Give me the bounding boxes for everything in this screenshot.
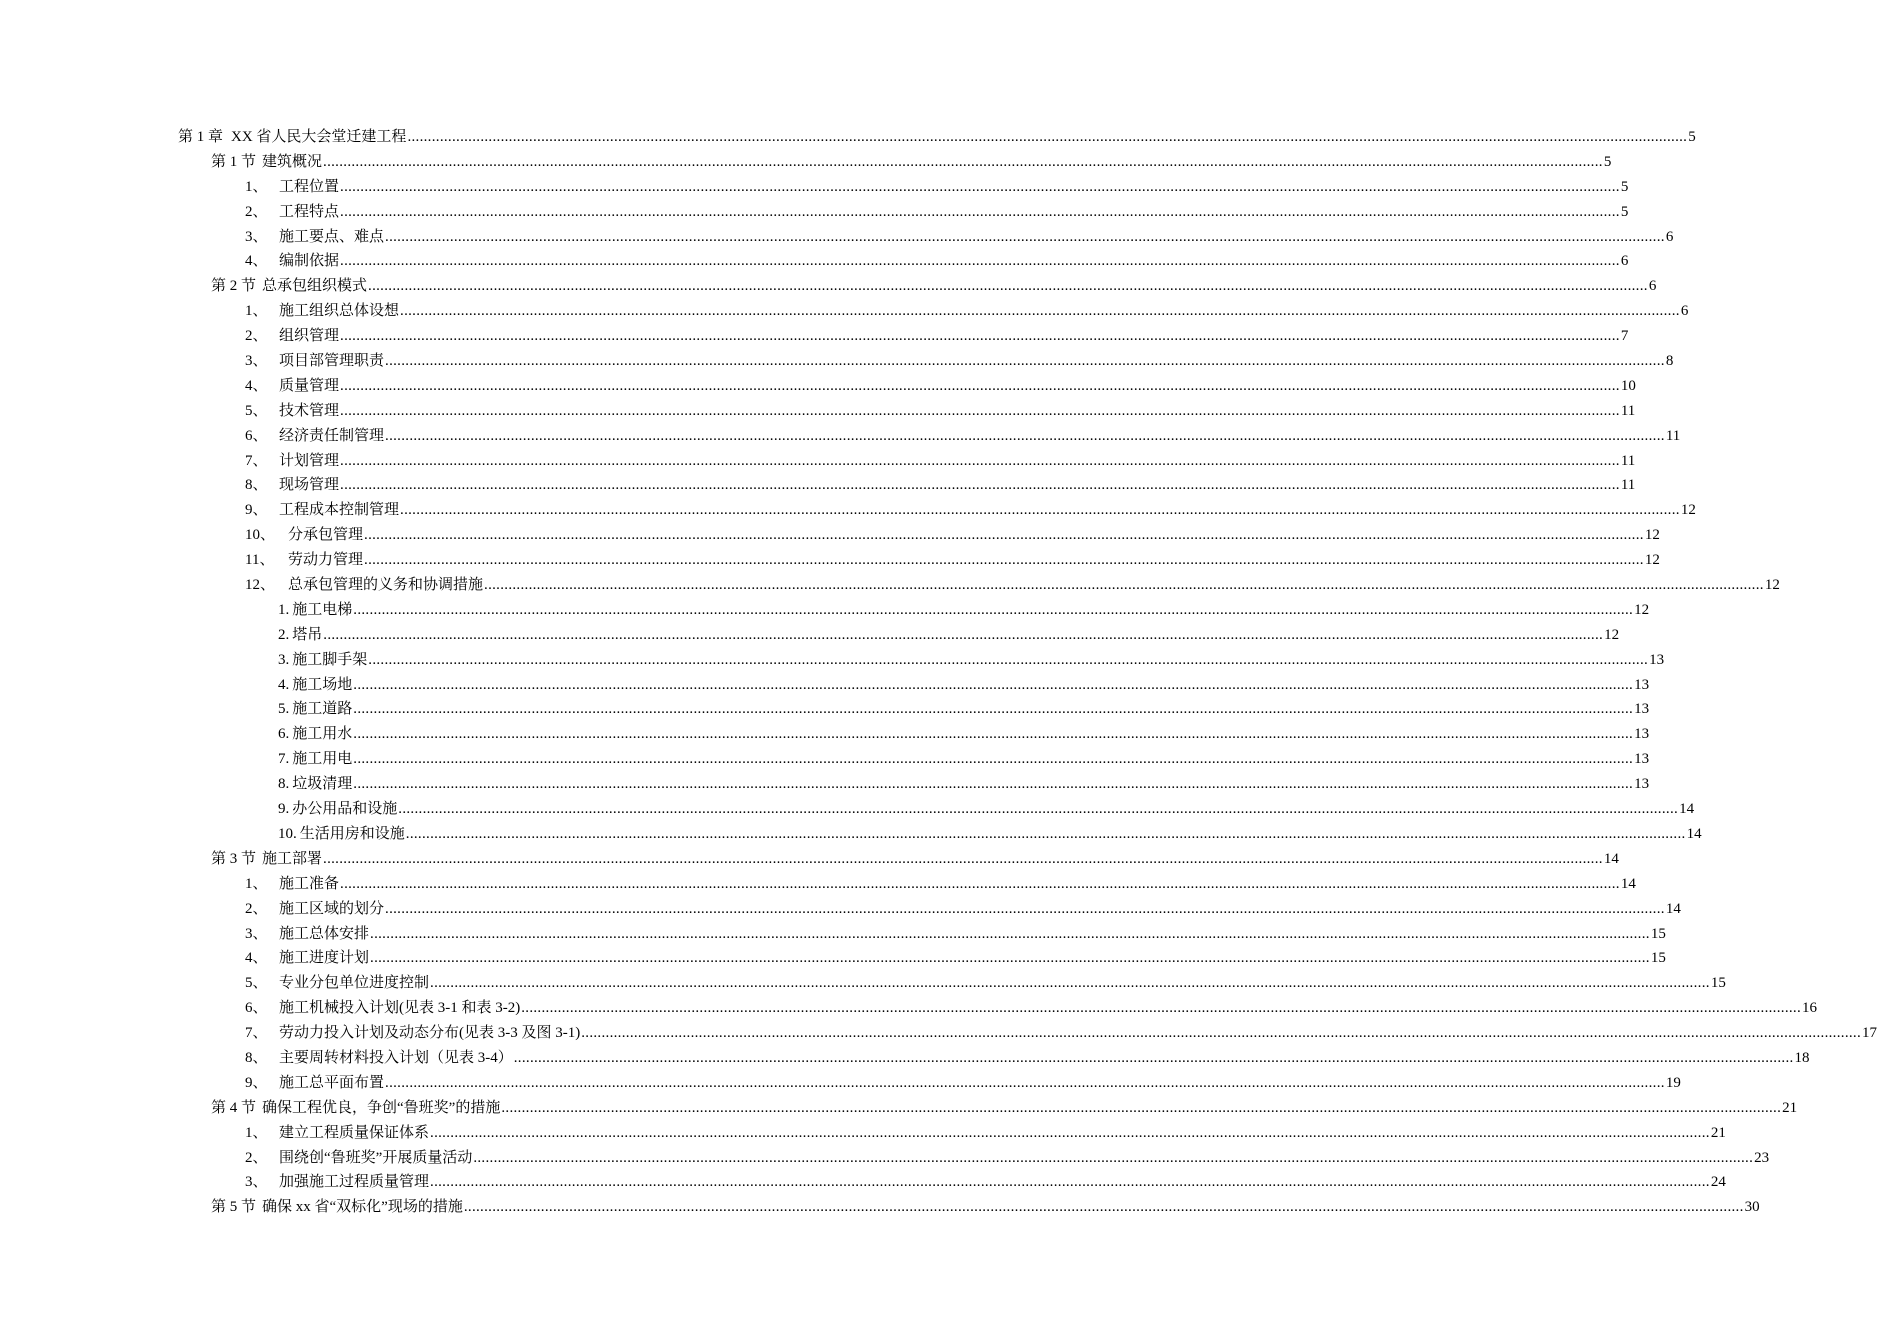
toc-entry-number: 4、 (245, 377, 268, 394)
dot-leader (430, 1121, 1710, 1146)
dot-leader (430, 1170, 1710, 1195)
toc-entry-number: 1、 (245, 178, 268, 195)
dot-leader (353, 673, 1633, 698)
toc-entry-subsection[interactable] (0, 946, 1666, 971)
toc-entry-title: 施工脚手架 (292, 651, 368, 668)
toc-entry-page-number: 13 (1634, 751, 1650, 768)
toc-entry-title: 施工场地 (292, 676, 353, 693)
toc-entry-page-number: 5 (1688, 129, 1696, 145)
toc-entry-number: 第 1 节 (211, 153, 257, 170)
toc-entry-subsection[interactable] (0, 299, 1689, 324)
toc-entry-title: 总承包管理的义务和协调措施 (288, 577, 484, 594)
dot-leader (368, 274, 1648, 299)
toc-entry-number: 6. (278, 726, 290, 743)
toc-entry-number: 7、 (245, 1025, 268, 1042)
toc-entry-page-number: 14 (1686, 825, 1702, 842)
dot-leader (400, 299, 1680, 324)
toc-entry-number: 9、 (245, 1074, 268, 1091)
toc-entry-number: 2、 (245, 203, 268, 220)
toc-entry-number: 第 5 节 (211, 1199, 257, 1216)
toc-entry-page-number: 11 (1620, 452, 1636, 469)
toc-entry-subsection[interactable] (0, 1121, 1726, 1146)
toc-entry-page-number: 6 (1648, 278, 1657, 295)
toc-entry-page-number: 19 (1665, 1074, 1681, 1091)
toc-entry-title: 专业分包单位进度控制 (279, 975, 430, 992)
dot-leader (406, 822, 1686, 847)
toc-entry-section[interactable] (0, 274, 1657, 299)
dot-leader (398, 797, 1678, 822)
toc-entry-subsection[interactable] (0, 249, 1629, 274)
toc-entry-subsection[interactable] (0, 324, 1629, 349)
dot-leader (501, 1096, 1781, 1121)
toc-entry-title: 施工部署 (262, 850, 323, 867)
toc-entry-page-number: 30 (1744, 1199, 1760, 1216)
dot-leader (385, 1071, 1665, 1096)
toc-entry-number: 8. (278, 776, 290, 793)
toc-entry-title: 办公用品和设施 (292, 801, 398, 818)
toc-entry-title: 施工要点、难点 (279, 228, 385, 245)
toc-entry-title: 加强施工过程质量管理 (279, 1174, 430, 1191)
toc-entry-number: 12、 (245, 577, 276, 594)
toc-entry-number: 第 1 章 (178, 129, 224, 145)
toc-entry-item[interactable] (0, 822, 1702, 847)
toc-entry-number: 1、 (245, 875, 268, 892)
dot-leader (340, 324, 1620, 349)
toc-entry-title: 组织管理 (279, 328, 340, 345)
toc-entry-number: 9、 (245, 502, 268, 519)
dot-leader (385, 424, 1665, 449)
toc-entry-page-number: 12 (1604, 626, 1620, 643)
dot-leader (370, 946, 1650, 971)
dot-leader (581, 1021, 1861, 1046)
toc-entry-page-number: 12 (1680, 502, 1696, 519)
toc-entry-subsection[interactable] (0, 200, 1629, 225)
toc-entry-page-number: 6 (1620, 253, 1629, 270)
dot-leader (521, 996, 1801, 1021)
toc-entry-number: 3、 (245, 1174, 268, 1191)
toc-entry-title: 技术管理 (279, 402, 340, 419)
toc-entry-item[interactable] (0, 772, 1650, 797)
toc-entry-title: 建筑概况 (262, 153, 323, 170)
toc-entry-subsection[interactable] (0, 1146, 1770, 1171)
toc-entry-number: 7. (278, 751, 290, 768)
toc-entry-title: 施工总体安排 (279, 925, 370, 942)
toc-entry-title: 施工电梯 (292, 601, 353, 618)
toc-entry-subsection[interactable] (0, 548, 1660, 573)
toc-entry-page-number: 6 (1680, 303, 1689, 320)
toc-entry-title: 确保 xx 省“双标化”现场的措施 (262, 1199, 463, 1216)
toc-entry-number: 1、 (245, 1124, 268, 1141)
toc-entry-number: 3、 (245, 925, 268, 942)
dot-leader (514, 1046, 1794, 1071)
dot-leader (368, 648, 1648, 673)
toc-entry-title: 建立工程质量保证体系 (279, 1124, 430, 1141)
toc-entry-page-number: 13 (1634, 676, 1650, 693)
toc-entry-subsection[interactable] (0, 897, 1681, 922)
toc-entry-page-number: 6 (1665, 228, 1674, 245)
toc-entry-page-number: 8 (1665, 353, 1674, 370)
toc-entry-page-number: 14 (1679, 801, 1695, 818)
toc-entry-title: 施工总平面布置 (279, 1074, 385, 1091)
toc-entry-page-number: 13 (1649, 651, 1665, 668)
toc-entry-number: 3. (278, 651, 290, 668)
toc-entry-number: 6、 (245, 1000, 268, 1017)
toc-entry-page-number: 12 (1644, 527, 1660, 544)
toc-entry-title: XX 省人民大会堂迁建工程 (231, 129, 407, 145)
toc-entry-title: 编制依据 (279, 253, 340, 270)
toc-entry-page-number: 5 (1620, 203, 1629, 220)
toc-entry-title: 围绕创“鲁班奖”开展质量活动 (279, 1149, 473, 1166)
toc-entry-number: 3、 (245, 228, 268, 245)
dot-leader (370, 922, 1650, 947)
toc-entry-subsection[interactable] (0, 1046, 1810, 1071)
toc-entry-title: 塔吊 (292, 626, 323, 643)
toc-entry-page-number: 11 (1665, 427, 1681, 444)
toc-entry-page-number: 13 (1634, 701, 1650, 718)
toc-entry-number: 第 4 节 (211, 1099, 257, 1116)
dot-leader (385, 349, 1665, 374)
toc-entry-title: 施工准备 (279, 875, 340, 892)
toc-entry-title: 施工用水 (292, 726, 353, 743)
toc-entry-number: 2、 (245, 900, 268, 917)
toc-entry-number: 8、 (245, 477, 268, 494)
toc-entry-subsection[interactable] (0, 1071, 1681, 1096)
toc-entry-subsection[interactable] (0, 573, 1780, 598)
toc-entry-number: 11、 (245, 552, 275, 569)
toc-entry-title: 施工用电 (292, 751, 353, 768)
toc-entry-page-number: 12 (1634, 601, 1650, 618)
toc-entry-page-number: 14 (1620, 875, 1636, 892)
toc-entry-page-number: 17 (1862, 1025, 1877, 1042)
toc-entry-page-number: 5 (1603, 153, 1612, 170)
toc-entry-title: 生活用房和设施 (299, 825, 405, 842)
toc-entry-title: 施工道路 (292, 701, 353, 718)
dot-leader (407, 125, 1687, 150)
toc-entry-subsection[interactable] (0, 971, 1726, 996)
toc-entry-number: 5、 (245, 402, 268, 419)
toc-entry-chapter[interactable] (0, 125, 1696, 150)
toc-entry-title: 确保工程优良，争创“鲁班奖”的措施 (262, 1099, 501, 1116)
dot-leader (353, 747, 1633, 772)
toc-entry-title: 劳动力管理 (288, 552, 364, 569)
toc-entry-title: 施工组织总体设想 (279, 303, 400, 320)
dot-leader (340, 200, 1620, 225)
toc-entry-number: 10、 (245, 527, 276, 544)
dot-leader (323, 150, 1603, 175)
toc-entry-title: 分承包管理 (288, 527, 364, 544)
toc-entry-subsection[interactable] (0, 225, 1674, 250)
toc-entry-page-number: 14 (1603, 850, 1619, 867)
toc-entry-page-number: 7 (1620, 328, 1629, 345)
toc-entry-item[interactable] (0, 673, 1650, 698)
toc-entry-section[interactable] (0, 1195, 1760, 1220)
toc-entry-page-number: 21 (1782, 1099, 1798, 1116)
toc-entry-section[interactable] (0, 847, 1619, 872)
toc-entry-subsection[interactable] (0, 1170, 1726, 1195)
dot-leader (353, 598, 1633, 623)
dot-leader (385, 897, 1665, 922)
toc-entry-item[interactable] (0, 598, 1650, 623)
toc-entry-number: 4、 (245, 950, 268, 967)
dot-leader (353, 722, 1633, 747)
dot-leader (340, 449, 1620, 474)
toc-entry-title: 垃圾清理 (292, 776, 353, 793)
toc-entry-page-number: 15 (1650, 925, 1666, 942)
toc-entry-title: 现场管理 (279, 477, 340, 494)
toc-entry-subsection[interactable] (0, 922, 1666, 947)
toc-entry-number: 2、 (245, 328, 268, 345)
toc-entry-title: 项目部管理职责 (279, 353, 385, 370)
toc-entry-title: 主要周转材料投入计划（见表 3-4） (279, 1049, 513, 1066)
dot-leader (353, 772, 1633, 797)
toc-entry-item[interactable] (0, 747, 1650, 772)
toc-entry-number: 1. (278, 601, 290, 618)
toc-entry-number: 第 2 节 (211, 278, 257, 295)
toc-entry-page-number: 15 (1710, 975, 1726, 992)
toc-entry-page-number: 13 (1634, 776, 1650, 793)
toc-entry-number: 4. (278, 676, 290, 693)
toc-entry-subsection[interactable] (0, 424, 1681, 449)
toc-entry-number: 1、 (245, 303, 268, 320)
toc-entry-page-number: 14 (1665, 900, 1681, 917)
toc-entry-page-number: 10 (1620, 377, 1636, 394)
toc-entry-page-number: 24 (1710, 1174, 1726, 1191)
toc-entry-title: 质量管理 (279, 377, 340, 394)
toc-entry-page-number: 15 (1650, 950, 1666, 967)
dot-leader (473, 1146, 1753, 1171)
table-of-contents (0, 125, 1877, 1220)
toc-entry-title: 劳动力投入计划及动态分布(见表 3-3 及图 3-1) (279, 1025, 581, 1042)
toc-entry-subsection[interactable] (0, 473, 1636, 498)
toc-entry-subsection[interactable] (0, 175, 1629, 200)
toc-entry-section[interactable] (0, 1096, 1798, 1121)
toc-entry-number: 6、 (245, 427, 268, 444)
toc-entry-number: 8、 (245, 1049, 268, 1066)
toc-entry-subsection[interactable] (0, 872, 1636, 897)
toc-entry-number: 9. (278, 801, 290, 818)
toc-entry-title: 施工进度计划 (279, 950, 370, 967)
toc-entry-title: 工程位置 (279, 178, 340, 195)
dot-leader (385, 225, 1665, 250)
toc-entry-number: 4、 (245, 253, 268, 270)
toc-entry-number: 10. (278, 825, 297, 842)
toc-entry-number: 2、 (245, 1149, 268, 1166)
toc-entry-page-number: 16 (1802, 1000, 1818, 1017)
dot-leader (340, 872, 1620, 897)
toc-entry-item[interactable] (0, 623, 1620, 648)
toc-entry-section[interactable] (0, 150, 1612, 175)
toc-entry-subsection[interactable] (0, 374, 1636, 399)
toc-entry-subsection[interactable] (0, 349, 1674, 374)
toc-entry-page-number: 13 (1634, 726, 1650, 743)
toc-entry-item[interactable] (0, 797, 1695, 822)
toc-entry-subsection[interactable] (0, 1021, 1877, 1046)
dot-leader (430, 971, 1710, 996)
toc-entry-page-number: 11 (1620, 477, 1636, 494)
toc-entry-number: 5、 (245, 975, 268, 992)
dot-leader (364, 523, 1644, 548)
dot-leader (484, 573, 1764, 598)
dot-leader (340, 249, 1620, 274)
toc-entry-title: 计划管理 (279, 452, 340, 469)
toc-entry-item[interactable] (0, 697, 1650, 722)
toc-entry-subsection[interactable] (0, 449, 1636, 474)
toc-entry-title: 经济责任制管理 (279, 427, 385, 444)
toc-entry-number: 3、 (245, 353, 268, 370)
dot-leader (323, 847, 1603, 872)
dot-leader (353, 697, 1633, 722)
toc-entry-item[interactable] (0, 722, 1650, 747)
toc-entry-page-number: 21 (1710, 1124, 1726, 1141)
toc-entry-subsection[interactable] (0, 996, 1818, 1021)
toc-entry-number: 2. (278, 626, 290, 643)
toc-entry-title: 施工区域的划分 (279, 900, 385, 917)
dot-leader (364, 548, 1644, 573)
toc-entry-page-number: 11 (1620, 402, 1636, 419)
dot-leader (340, 175, 1620, 200)
toc-entry-title: 工程成本控制管理 (279, 502, 400, 519)
dot-leader (340, 374, 1620, 399)
toc-entry-title: 总承包组织模式 (262, 278, 368, 295)
dot-leader (340, 399, 1620, 424)
toc-entry-subsection[interactable] (0, 399, 1636, 424)
toc-entry-number: 7、 (245, 452, 268, 469)
toc-entry-title: 工程特点 (279, 203, 340, 220)
toc-entry-page-number: 23 (1754, 1149, 1770, 1166)
dot-leader (323, 623, 1603, 648)
toc-entry-page-number: 5 (1620, 178, 1629, 195)
toc-entry-item[interactable] (0, 648, 1665, 673)
toc-entry-page-number: 18 (1794, 1049, 1810, 1066)
dot-leader (340, 473, 1620, 498)
toc-entry-subsection[interactable] (0, 523, 1660, 548)
toc-entry-subsection[interactable] (0, 498, 1696, 523)
dot-leader (464, 1195, 1744, 1220)
toc-entry-number: 第 3 节 (211, 850, 257, 867)
toc-entry-page-number: 12 (1764, 577, 1780, 594)
toc-entry-number: 5. (278, 701, 290, 718)
toc-entry-page-number: 12 (1644, 552, 1660, 569)
toc-entry-title: 施工机械投入计划(见表 3-1 和表 3-2) (279, 1000, 521, 1017)
dot-leader (400, 498, 1680, 523)
